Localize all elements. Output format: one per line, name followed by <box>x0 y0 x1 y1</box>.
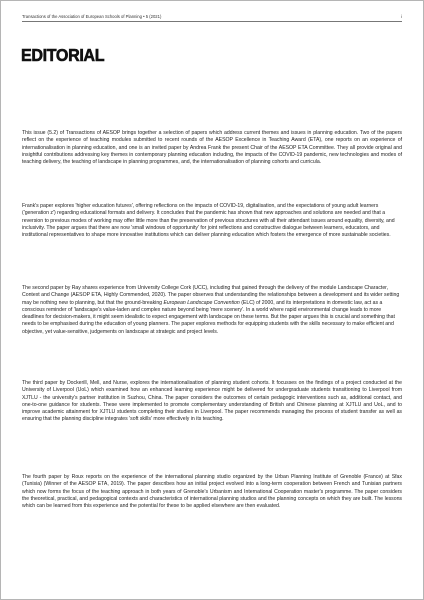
paragraph-text: The third paper by Dockerill, Mell, and Nurse, explores the internationalisation of planning student cohorts. It focusses on the findings of a project conducted at the University of Liverpool (UoL) which examined how an enhanced learning experience might be delivered for undergraduate students transitioning to Liverpool from XJTLU - the university's partner institution in Suzhou, China. The paper considers the outcomes of certain pedagogic interventions such as, additional contact, and one-to-one guidance for students. These were implemented to promote complementary understanding of British and Chinese planning at XJTLU and UoL, and to improve academic attainment for XJTLU students completing their studies in Liverpool. The paper recommends managing the process of student transfer as well as ensuring that the planning discipline integrates 'soft skills' more effectively in its teaching. <box>22 380 402 423</box>
paragraph-intro <box>22 130 402 174</box>
header-rule <box>22 21 402 22</box>
paragraph-frank <box>22 203 402 247</box>
paragraph-text <box>22 285 402 336</box>
paragraph-text: The fourth paper by Roux reports on the experience of the international planning studio organized by the Urban Planning Institute of Grenoble (France) at Sfax (Tunisia) (Winner of the AESOP ETA, 2019). The paper describes how an initial project evolved into a long-term cooperation between French and Tunisian partners which now forms the focus of the teaching approach in both years of Grenoble's Urbanism and International Cooperation master's programme. The paper considers the theoretical, practical, and pedagogical contexts and characteristics of international planning studios and the planning concepts on which they are built. The lessons which can be learned from this experience and the potential for these to be applied elsewhere are then evaluated. <box>22 474 402 510</box>
paragraph-ray <box>22 285 402 343</box>
paragraph-dockerill <box>22 380 402 431</box>
paragraph-text-start: The second paper by Ray shares experience from University College Cork (UCC), including that gained through the delivery of the module Landscape Character, Context and Change (AESOP ETA, Highly Commended, 2020). The paper observes that understanding the relationships between a development and its wider setting may be nothing new to planning, but that the ground-breaking <box>22 285 400 306</box>
paragraph-text: Frank's paper explores 'higher education futures', offering reflections on the impacts of COVID-19, digitalisation, and the expectations of young adult learners ('generation z') regarding educational formats and delivery. It concludes that the pandemic has shown that new approaches and solutions are needed and that a reversion to previous modes of working may offer little more than the preservation of previous structures with all their attendant issues around equality, diversity, and inclusivity. The paper argues that there are now 'small windows of opportunity' for joint reflections and constructive dialogue between learners, educators, and institutional representatives to shape more innovative institutions which can deliver planning education which fosters the emergence of more sustainable societies. <box>22 203 395 239</box>
paragraph-text: This issue (5.2) of Transactions of AESOP brings together a selection of papers which address current themes and issues in planning education. Two of the papers reflect on the experience of teaching modules submitted to recent rounds of the AESOP Excellence in Teaching Award (ETA), one reports on an experience of internationalisation in planning education, and one is an invited paper by Andrea Frank the present Chair of the AESOP ETA Committee. They all provide original and insightful contributions addressing key themes in contemporary planning education including, the impacts of the COVID-19 pandemic, new technologies and modes of teaching delivery, the teaching of landscape in planning programmes, and, the internationalisation of planning cohorts and curricula. <box>22 130 402 166</box>
journal-title: Transactions of the Association of European Schools of Planning • 5 (2021) <box>22 13 162 19</box>
page-title: EDITORIAL <box>21 45 105 65</box>
paragraph-text-end: (ELC) of 2000, and its interpretations in domestic law, act as a conscious reminder of 'landscape's value-laden and complex nature beyond being 'mere scenery'. In a world where rapid environmental change leads to more deadlines for decision-makers, it might seem idealistic to expect engagement with landscape on these terms. But the paper argues this is crucial and something that needs to be emphasised during the education of young planners. The paper explores methods for equipping students with the skills necessary to make efficient and objective, yet value-sensitive, judgements on landscape at strategic and project levels. <box>22 299 395 335</box>
italic-title: European Landscape Convention <box>163 299 240 306</box>
page-number: i <box>401 13 402 19</box>
paragraph-roux <box>22 474 402 518</box>
